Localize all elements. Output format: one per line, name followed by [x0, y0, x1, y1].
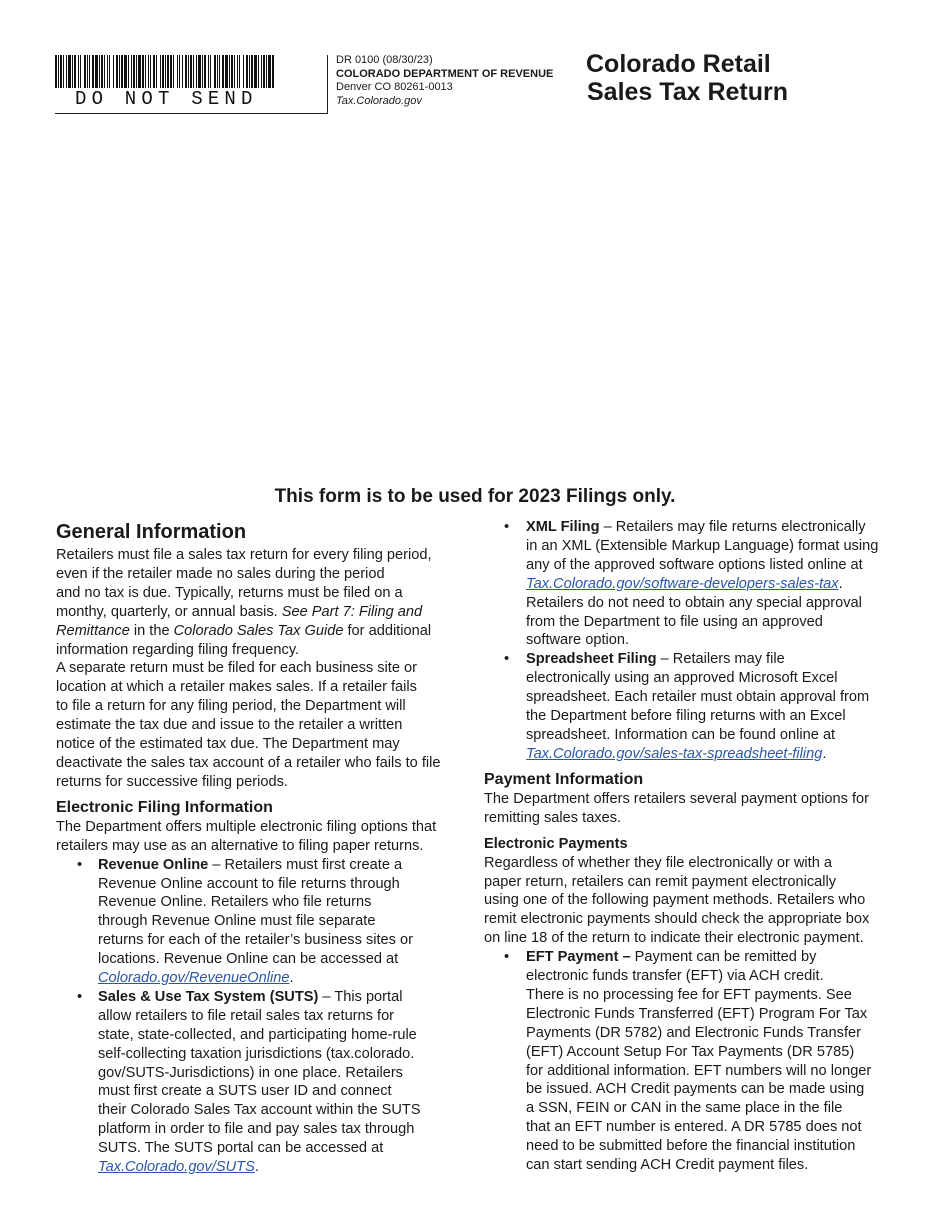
barcode-bar — [198, 55, 201, 88]
barcode-bar — [60, 55, 62, 88]
barcode-bar — [104, 55, 105, 88]
bullet-title: XML Filing — [526, 519, 600, 535]
text-line: spreadsheet. Each retailer must obtain approval from — [526, 689, 870, 706]
text-line: notice of the estimated tax due. The Department may — [56, 736, 400, 753]
text-span: – Retailers may file returns electronically — [599, 519, 866, 535]
barcode-bar — [179, 55, 180, 88]
barcode-bar — [87, 55, 88, 88]
barcode-bar — [246, 55, 248, 88]
text-span: Payment can be remitted by — [630, 949, 817, 966]
text-line: remit electronic payments should check the appropriate box — [484, 911, 870, 928]
barcode-bar — [109, 55, 110, 88]
electronic-payments-heading: Electronic Payments — [484, 835, 628, 852]
barcode-bar — [188, 55, 189, 88]
barcode-bar — [196, 55, 197, 88]
text-span: monthy, quarterly, or annual basis. — [56, 603, 282, 620]
barcode-bar — [219, 55, 220, 88]
text-line: from the Department to file using an approved — [526, 613, 823, 630]
bullet-title: Revenue Online — [98, 856, 209, 873]
text-line: information regarding filing frequency. — [56, 641, 300, 658]
text-line — [98, 988, 470, 1007]
text-line: Retailers must file a sales tax return for every filing period, — [56, 547, 432, 563]
barcode-bar — [243, 55, 244, 88]
text-line: There is no processing fee for EFT payments. See — [526, 986, 852, 1003]
barcode-bar — [208, 55, 209, 88]
barcode-bar — [68, 55, 71, 88]
barcode-bar — [204, 55, 206, 88]
barcode-bar — [234, 55, 235, 88]
barcode-bar — [254, 55, 257, 88]
barcode-bar — [190, 55, 192, 88]
barcode-bar — [225, 55, 228, 88]
text-line: Retailers do not need to obtain any special approval — [526, 594, 862, 611]
text-line: Electronic Funds Transferred (EFT) Program For Tax — [526, 1005, 868, 1022]
text-line: estimate the tax due and issue to the retailer a written — [56, 717, 403, 734]
barcode-bar — [263, 55, 265, 88]
text-line: SUTS. The SUTS portal can be accessed at — [98, 1140, 384, 1157]
barcode-bar — [80, 55, 81, 88]
text-line: using one of the following payment methods. Retailers who — [484, 892, 866, 909]
bullet-eft-payment — [484, 948, 900, 1175]
barcode-bar — [124, 55, 127, 88]
barcode-bar — [217, 55, 218, 88]
general-para-1 — [56, 546, 470, 659]
barcode-bar — [145, 55, 146, 88]
barcode-bar — [229, 55, 230, 88]
guide-title: Colorado Sales Tax Guide — [173, 622, 344, 639]
barcode-bar — [74, 55, 76, 88]
text-line: electronic funds transfer (EFT) via ACH credit. — [526, 968, 824, 985]
barcode-bar — [261, 55, 262, 88]
barcode-bar — [89, 55, 90, 88]
barcode-bar — [121, 55, 123, 88]
text-line: a SSN, FEIN or CAN in the same place in the file — [526, 1100, 843, 1117]
text-line: platform in order to file and pay sales tax through — [98, 1121, 415, 1138]
barcode-bar — [138, 55, 141, 88]
barcode-bar — [148, 55, 149, 88]
bullet-suts — [56, 988, 470, 1177]
barcode-bar — [156, 55, 157, 88]
barcode-bar — [133, 55, 135, 88]
barcode-bar — [107, 55, 108, 88]
text-line — [56, 603, 470, 622]
text-span: . — [289, 970, 294, 987]
bullet-title: Spreadsheet Filing — [526, 651, 657, 668]
barcode-bar — [116, 55, 118, 88]
text-span: in the — [129, 622, 174, 639]
general-info-heading: General Information — [56, 521, 247, 543]
barcode-bar — [173, 55, 174, 88]
text-line: any of the approved software options listed online at — [526, 556, 863, 573]
barcode-bar — [258, 55, 259, 88]
text-line: A separate return must be filed for each business site or — [56, 660, 417, 677]
text-span: – Retailers must first create a — [208, 856, 403, 873]
payment-info-heading: Payment Information — [484, 770, 644, 788]
bullet-spreadsheet-filing — [484, 650, 900, 763]
text-line: electronically using an approved Microsoft Excel — [526, 670, 838, 687]
barcode-bar — [193, 55, 194, 88]
suts-link[interactable]: Tax.Colorado.gov/SUTS — [98, 1159, 255, 1176]
text-line — [98, 856, 470, 875]
bullet-dot: • — [504, 519, 510, 535]
text-line: The Department offers multiple electronic filing options that — [56, 818, 437, 835]
text-line: state, state-collected, and participating home-rule — [98, 1026, 417, 1043]
barcode-bar — [95, 55, 98, 88]
form-number: DR 0100 (08/30/23) — [336, 54, 433, 66]
agency-website: Tax.Colorado.gov — [336, 94, 422, 107]
barcode-bar — [185, 55, 187, 88]
barcode-bar — [99, 55, 100, 88]
barcode-bar — [210, 55, 211, 88]
text-span: – This portal — [318, 988, 403, 1005]
barcode-bar — [202, 55, 203, 88]
text-line: in an XML (Extensible Markup Language) format using — [526, 537, 879, 554]
barcode-bar — [249, 55, 250, 88]
barcode-bar — [214, 55, 216, 88]
right-column — [484, 518, 900, 1175]
agency-name: COLORADO DEPARTMENT OF REVENUE — [336, 67, 554, 80]
text-line: be issued. ACH Credit payments can be made using — [526, 1081, 865, 1098]
barcode-bar — [177, 55, 178, 88]
bullet-dot: • — [504, 651, 510, 668]
barcode-bar — [66, 55, 67, 88]
text-line: to file a return for any filing period, the Department will — [56, 698, 406, 715]
barcode-bar — [231, 55, 233, 88]
bullet-title: EFT Payment – — [526, 949, 631, 966]
bullet-dot: • — [77, 988, 83, 1005]
text-line — [526, 575, 900, 594]
text-line: need to be submitted before the financial institution — [526, 1138, 856, 1155]
text-line: retailers may use as an alternative to filing paper returns. — [56, 837, 424, 854]
barcode-bar — [182, 55, 183, 88]
bullet-dot: • — [504, 949, 510, 966]
text-line: on line 18 of the return to indicate their electronic payment. — [484, 930, 864, 947]
barcode-bar — [268, 55, 271, 88]
barcode-bar — [239, 55, 240, 88]
barcode-bar — [131, 55, 132, 88]
text-line: for additional information. EFT numbers will no longer — [526, 1062, 872, 1079]
text-line — [526, 650, 900, 669]
text-line — [56, 622, 470, 641]
barcode-bar — [92, 55, 94, 88]
text-line: allow retailers to file retail sales tax returns for — [98, 1007, 395, 1024]
barcode-bar — [153, 55, 155, 88]
text-line: returns for each of the retailer’s business sites or — [98, 932, 413, 949]
text-line: Revenue Online account to file returns through — [98, 875, 400, 892]
xml-software-link[interactable]: Tax.Colorado.gov/software-developers-sales-tax — [526, 575, 839, 592]
barcode-bar — [78, 55, 79, 88]
general-para-2 — [56, 659, 470, 791]
text-line: self-collecting taxation jurisdictions (tax.colorado. — [98, 1045, 415, 1062]
text-line — [526, 948, 900, 967]
barcode-bar — [119, 55, 120, 88]
barcode-bar — [150, 55, 151, 88]
text-line: remitting sales taxes. — [484, 809, 622, 826]
text-line: the Department before filing returns with an Excel — [526, 708, 846, 725]
text-span: . — [838, 575, 843, 592]
barcode-bar — [55, 55, 57, 88]
barcode-bar — [142, 55, 144, 88]
form-title-line1: Colorado Retail — [586, 50, 771, 78]
text-line: paper return, retailers can remit payment electronically — [484, 873, 837, 890]
text-line: their Colorado Sales Tax account within the SUTS — [98, 1102, 421, 1119]
text-line: must first create a SUTS user ID and connect — [98, 1083, 392, 1100]
text-line — [526, 745, 900, 764]
guide-reference: See Part 7: Filing and — [281, 603, 423, 620]
barcode-bar — [162, 55, 164, 88]
form-title-line2: Sales Tax Return — [587, 78, 789, 106]
text-line: spreadsheet. Information can be found online at — [526, 726, 836, 743]
left-column — [56, 518, 470, 1177]
barcode-bar — [237, 55, 238, 88]
bullet-xml-filing — [484, 518, 900, 650]
text-line: Regardless of whether they file electronically or with a — [484, 854, 832, 871]
text-line: can start sending ACH Credit payment files. — [526, 1157, 809, 1174]
barcode-bar — [84, 55, 86, 88]
barcode-graphic — [55, 55, 277, 89]
text-line: location at which a retailer makes sales. If a retailer fails — [56, 679, 417, 696]
text-line — [98, 1158, 470, 1177]
text-line: The Department offers retailers several payment options for — [484, 790, 870, 807]
efiling-heading: Electronic Filing Information — [56, 798, 273, 816]
bullet-dot: • — [77, 856, 83, 873]
barcode-bar — [266, 55, 267, 88]
revenue-online-link[interactable]: Colorado.gov/RevenueOnline — [98, 970, 290, 987]
barcode-bar — [272, 55, 274, 88]
text-line: even if the retailer made no sales during the period — [56, 565, 385, 582]
text-line: (EFT) Account Setup For Tax Payments (DR 5785) — [526, 1043, 855, 1060]
barcode-bar — [222, 55, 224, 88]
barcode-bar — [167, 55, 169, 88]
barcode-label: DO NOT SEND — [75, 88, 258, 110]
barcode-bar — [170, 55, 172, 88]
barcode-bar — [160, 55, 161, 88]
guide-reference: Remittance — [56, 622, 130, 639]
text-span: . — [254, 1159, 259, 1176]
barcode-bar — [72, 55, 73, 88]
barcode-box — [55, 55, 328, 114]
text-line: and no tax is due. Typically, returns must be filed on a — [56, 584, 403, 601]
text-span: . — [822, 745, 827, 762]
text-span: – Retailers may file — [656, 651, 785, 668]
barcode-bar — [251, 55, 253, 88]
text-line: locations. Revenue Online can be accessed at — [98, 951, 399, 968]
barcode-bar — [63, 55, 64, 88]
barcode-bar — [165, 55, 166, 88]
barcode-bar — [113, 55, 114, 88]
barcode-bar — [101, 55, 103, 88]
text-span: for additional — [343, 622, 432, 639]
text-line: gov/SUTS-Jurisdictions) in one place. Retailers — [98, 1064, 403, 1081]
text-line — [98, 969, 470, 988]
bullet-revenue-online — [56, 856, 470, 988]
filing-year-banner: This form is to be used for 2023 Filings only. — [274, 486, 676, 507]
text-line: that an EFT number is entered. A DR 5785 does not — [526, 1119, 862, 1136]
text-line: software option. — [526, 632, 630, 649]
agency-address: Denver CO 80261-0013 — [336, 81, 453, 93]
text-line: through Revenue Online must file separate — [98, 913, 376, 930]
form-title — [586, 50, 788, 106]
agency-block — [336, 54, 553, 108]
text-line: deactivate the sales tax account of a retailer who fails to file — [56, 754, 441, 771]
barcode-bar — [58, 55, 59, 88]
barcode-bar — [136, 55, 137, 88]
text-line — [526, 518, 900, 537]
barcode-bar — [128, 55, 129, 88]
bullet-title: Sales & Use Tax System (SUTS) — [98, 988, 319, 1005]
spreadsheet-filing-link[interactable]: Tax.Colorado.gov/sales-tax-spreadsheet-filing — [526, 745, 823, 762]
text-line: Revenue Online. Retailers who file returns — [98, 894, 372, 911]
text-line: Payments (DR 5782) and Electronic Funds Transfer — [526, 1024, 861, 1041]
text-line: returns for successive filing periods. — [56, 773, 288, 790]
